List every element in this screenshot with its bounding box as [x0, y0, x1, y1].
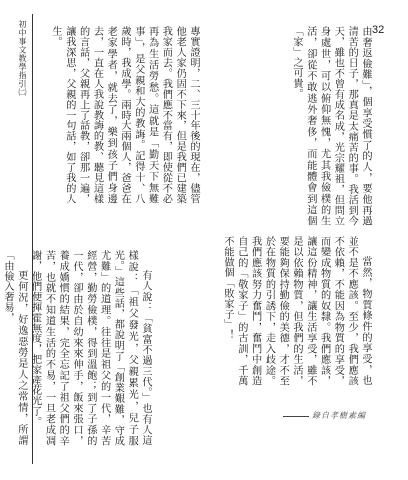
paragraph: 有人說：「貧富不過三代。」也有人這樣說：「祖父發光，父親累光，兒子服光。」這些話，都說明了「創業艱難，守成尤難」的道理。往往是祖父的一代，辛苦經營，勤勞儉樸，得到溫飽；到了子孫的一代，卻由於自幼來來伸手，飯來張口，養成嬌慣的結果，完全忘記了祖父們的辛苦，也就不知道生活的不易，一旦老成凋謝，他們便揮霍無度，把家產花光了。 — [29, 250, 151, 446]
page-number: 32 — [372, 24, 385, 36]
text-block-left-bottom — [2, 250, 152, 446]
paragraph: 專實證明，二、三十年後的現在，儘管他老人家仍固不下來，但是我們已建築我家而去。我們應不當有，即使從不必再為生活勞愁。這就是「勤天下無難事」，是父親和大的教誨。記得十、八歲時，我成學。兩時大兩個人，爸爸在老家學者，就去了，樂到孩子們身邊去，一直在人我說教誨的教、聽見這樣的言話，父親再上了話教，卻那一遍，讓我深思，父親的一句話，如了我的人生。 — [50, 26, 199, 204]
text-block-right-bottom — [222, 236, 372, 386]
text-block-left-top — [38, 26, 200, 204]
paragraph: 由奢返儉難」，個享受慣了的人，要他再過清苦的日子，那真是太痛苦的事。我活到今天，雖也不曾有成名成，光宗耀祖，但問立身處世，可以俯仰無愧，尤其我儉樸的生活，卻從不敢逃外奢侈，而能體會到這個「家」之可貴。 — [291, 26, 371, 226]
paragraph: 更何況，好逸惡勞是人之常情，所謂「由儉入奢易， — [2, 250, 27, 446]
text-block-right-top — [234, 26, 372, 226]
source-stamp-line — [283, 416, 309, 417]
running-head: 初中事文教學指引㈡ — [18, 20, 27, 97]
source-stamp: 錄自孝樹素編 — [312, 411, 366, 420]
paragraph: 當然，物質條件的享受，也並不是不應該。至少，我們應該不依賴，不能因為物質的享受，而變成物質的奴隸。我們應該，讓這份精神，讓生活享受，雖不是以依賴物質，但我們的生活，要能夠保持勤儉的美德，才不至於在物質的引誘下，走入歧途。我們應該努力奮鬥，奮鬥中創造自己的「敬家子」的古訓，千萬不能做個「敗家子」！ — [222, 236, 371, 386]
